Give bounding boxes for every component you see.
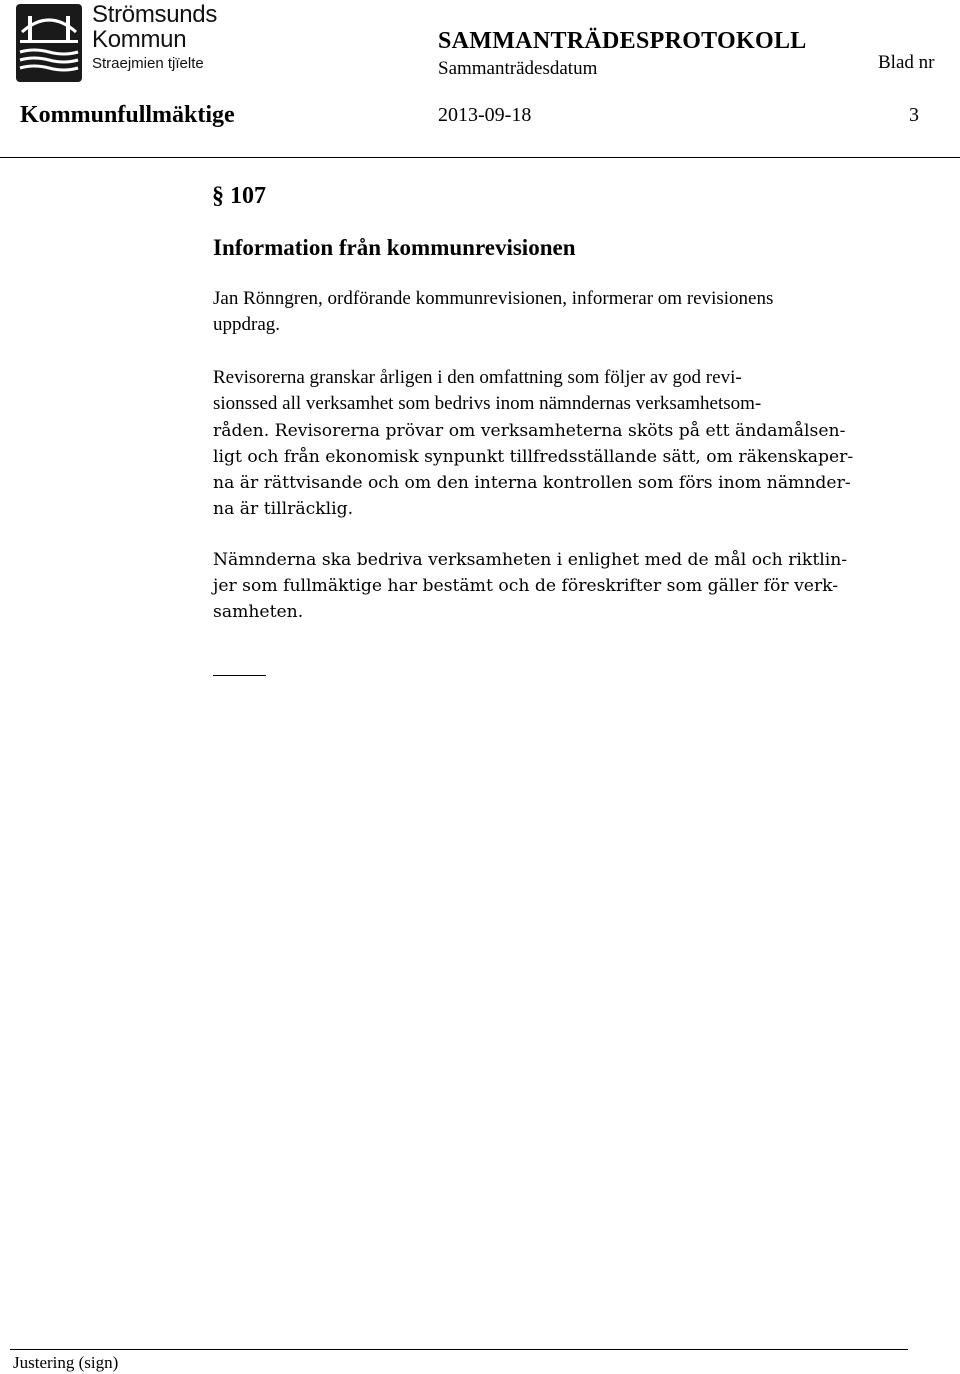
paragraph-line: Jan Rönngren, ordförande kommunrevisionen, informerar om revisionens — [213, 288, 774, 309]
section-number: § 107 — [212, 183, 266, 209]
paragraph-presenter — [213, 286, 913, 338]
meeting-date-label: Sammanträdesdatum — [438, 58, 598, 79]
paragraph-review-criteria — [213, 418, 913, 522]
footer-divider — [10, 1349, 908, 1350]
paragraph-line: sionssed all verksamhet som bedrivs inom nämndernas verksamhetsom- — [213, 393, 762, 414]
signature-label: Justering (sign) — [13, 1353, 119, 1372]
paragraph-line: jer som fullmäktige har bestämt och de föreskrifter som gäller för verk- — [213, 576, 839, 596]
meeting-date: 2013-09-18 — [438, 104, 532, 126]
paragraph-line: råden. Revisorerna prövar om verksamheterna sköts på ett ändamålsen- — [213, 421, 846, 441]
paragraph-line: na är rättvisande och om den interna kontrollen som förs inom nämnder- — [213, 473, 851, 493]
logo-wordmark — [92, 2, 217, 74]
document-type: SAMMANTRÄDESPROTOKOLL — [438, 28, 807, 54]
paragraph-line: ligt och från ekonomisk synpunkt tillfredsställande sätt, om räkenskaper- — [213, 447, 854, 467]
paragraph-line: na är tillräcklig. — [213, 499, 354, 519]
logo-sami-name: Straejmien tjïelte — [92, 55, 204, 72]
bridge-emblem-icon — [14, 2, 84, 84]
page-number: 3 — [909, 104, 919, 126]
paragraph-review-scope — [213, 365, 913, 417]
section-title: Information från kommunrevisionen — [213, 235, 576, 260]
header-divider — [0, 157, 960, 158]
paragraph-committee-duties — [213, 547, 913, 625]
paragraph-line: samheten. — [213, 602, 304, 622]
logo-name-line2: Kommun — [92, 26, 187, 53]
council-name: Kommunfullmäktige — [20, 102, 235, 128]
paragraph-line: Nämnderna ska bedriva verksamheten i enlighet med de mål och riktlin- — [213, 550, 848, 570]
logo-name-line1: Strömsunds — [92, 1, 218, 28]
paragraph-line: Revisorerna granskar årligen i den omfattning som följer av god revi- — [213, 367, 742, 388]
municipality-logo — [14, 2, 234, 84]
paragraph-line: uppdrag. — [213, 314, 281, 335]
page-number-label: Blad nr — [878, 52, 935, 73]
section-end-rule — [213, 675, 266, 676]
